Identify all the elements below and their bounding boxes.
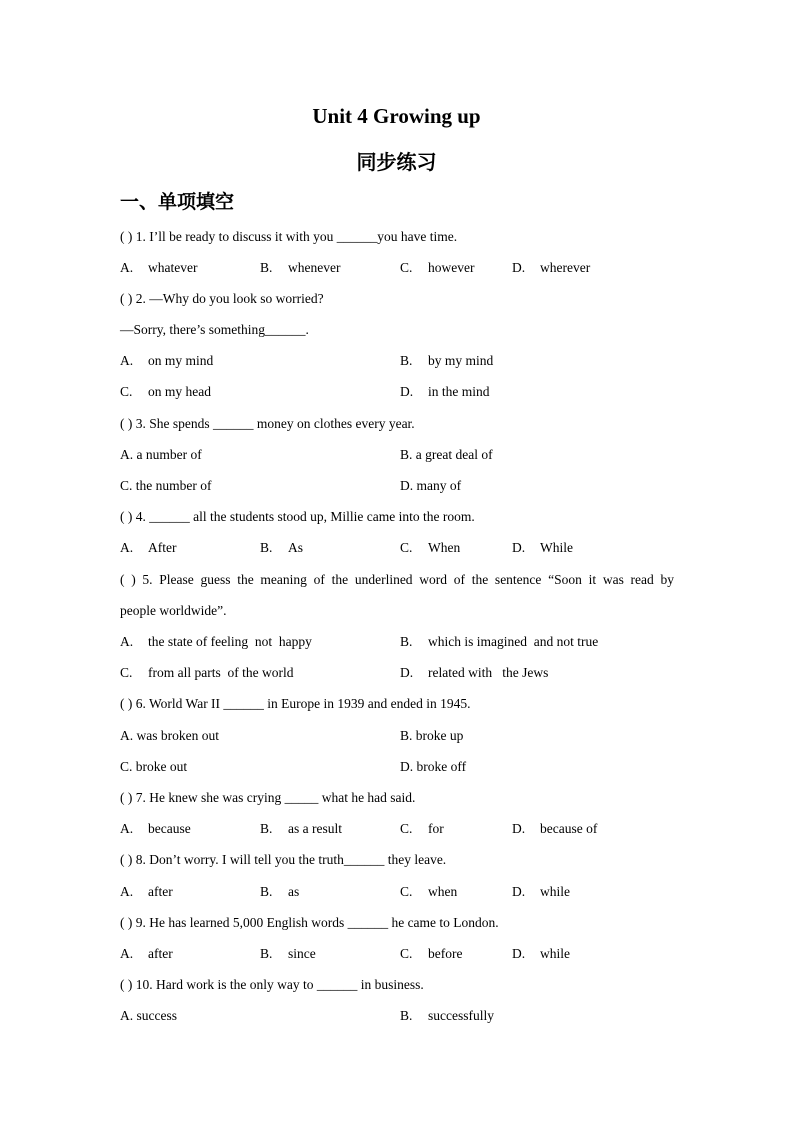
- question-4-option-c: C. When: [400, 540, 461, 555]
- question-7-stem: ( ) 7. He knew she was crying _____ what he had said.: [120, 790, 416, 805]
- question-7-option-b: B. as a result: [260, 821, 342, 836]
- question-2-option-d: D. in the mind: [400, 384, 490, 399]
- question-4-stem: ( ) 4. ______ all the students stood up, Millie came into the room.: [120, 509, 475, 524]
- question-10-option-b: B. successfully: [400, 1008, 494, 1023]
- question-9-option-a: A. after: [120, 946, 173, 961]
- question-8-option-c: C. when: [400, 884, 458, 899]
- question-2-option-c: C. on my head: [120, 384, 211, 399]
- question-6-option-c: C. broke out: [120, 759, 188, 774]
- question-6-option-d: D. broke off: [400, 759, 467, 774]
- question-4-option-a: A. After: [120, 540, 177, 555]
- question-2-stem: ( ) 2. —Why do you look so worried?: [120, 291, 324, 306]
- question-5-option-d: D. related with the Jews: [400, 665, 549, 680]
- question-6-stem: ( ) 6. World War II ______ in Europe in 1939 and ended in 1945.: [120, 696, 471, 711]
- document-title: Unit 4 Growing up: [312, 104, 481, 128]
- question-10-stem: ( ) 10. Hard work is the only way to ______ in business.: [120, 977, 424, 992]
- question-5-stem-continued: people worldwide”.: [120, 603, 227, 618]
- question-3-option-c: C. the number of: [120, 478, 212, 493]
- question-5-option-b: B. which is imagined and not true: [400, 634, 599, 649]
- question-5-stem: ( ) 5. Please guess the meaning of the underlined word of the sentence “Soon it was read by: [120, 572, 674, 587]
- question-5-option-a: A. the state of feeling not happy: [120, 634, 312, 649]
- question-2-stem-continued: —Sorry, there’s something______.: [120, 322, 309, 337]
- question-8-option-a: A. after: [120, 884, 173, 899]
- question-10-option-a: A. success: [120, 1008, 177, 1023]
- question-3-stem: ( ) 3. She spends ______ money on clothes every year.: [120, 416, 415, 431]
- question-3-option-b: B. a great deal of: [400, 447, 493, 462]
- question-6-option-a: A. was broken out: [120, 728, 219, 743]
- document-subtitle: 同步练习: [356, 150, 437, 174]
- question-6-option-b: B. broke up: [400, 728, 464, 743]
- question-4-option-b: B. As: [260, 540, 304, 555]
- question-1-option-b: B. whenever: [260, 260, 341, 275]
- question-9-option-b: B. since: [260, 946, 316, 961]
- question-8-option-b: B. as: [260, 884, 300, 899]
- question-5-option-c: C. from all parts of the world: [120, 665, 294, 680]
- question-2-option-b: B. by my mind: [400, 353, 494, 368]
- question-1-option-d: D. wherever: [512, 260, 591, 275]
- question-9-stem: ( ) 9. He has learned 5,000 English words ______ he came to London.: [120, 915, 499, 930]
- question-7-option-a: A. because: [120, 821, 191, 836]
- section-heading: 一、单项填空: [120, 191, 235, 213]
- question-1-stem: ( ) 1. I’ll be ready to discuss it with you ______you have time.: [120, 229, 458, 244]
- question-3-option-a: A. a number of: [120, 447, 202, 462]
- question-1-option-c: C. however: [400, 260, 475, 275]
- question-8-stem: ( ) 8. Don’t worry. I will tell you the truth______ they leave.: [120, 852, 447, 867]
- question-2-option-a: A. on my mind: [120, 353, 214, 368]
- question-4-option-d: D. While: [512, 540, 573, 555]
- question-1-option-a: A. whatever: [120, 260, 198, 275]
- question-9-option-d: D. while: [512, 946, 570, 961]
- question-3-option-d: D. many of: [400, 478, 462, 493]
- question-7-option-d: D. because of: [512, 821, 598, 836]
- question-7-option-c: C. for: [400, 821, 444, 836]
- question-8-option-d: D. while: [512, 884, 570, 899]
- question-9-option-c: C. before: [400, 946, 463, 961]
